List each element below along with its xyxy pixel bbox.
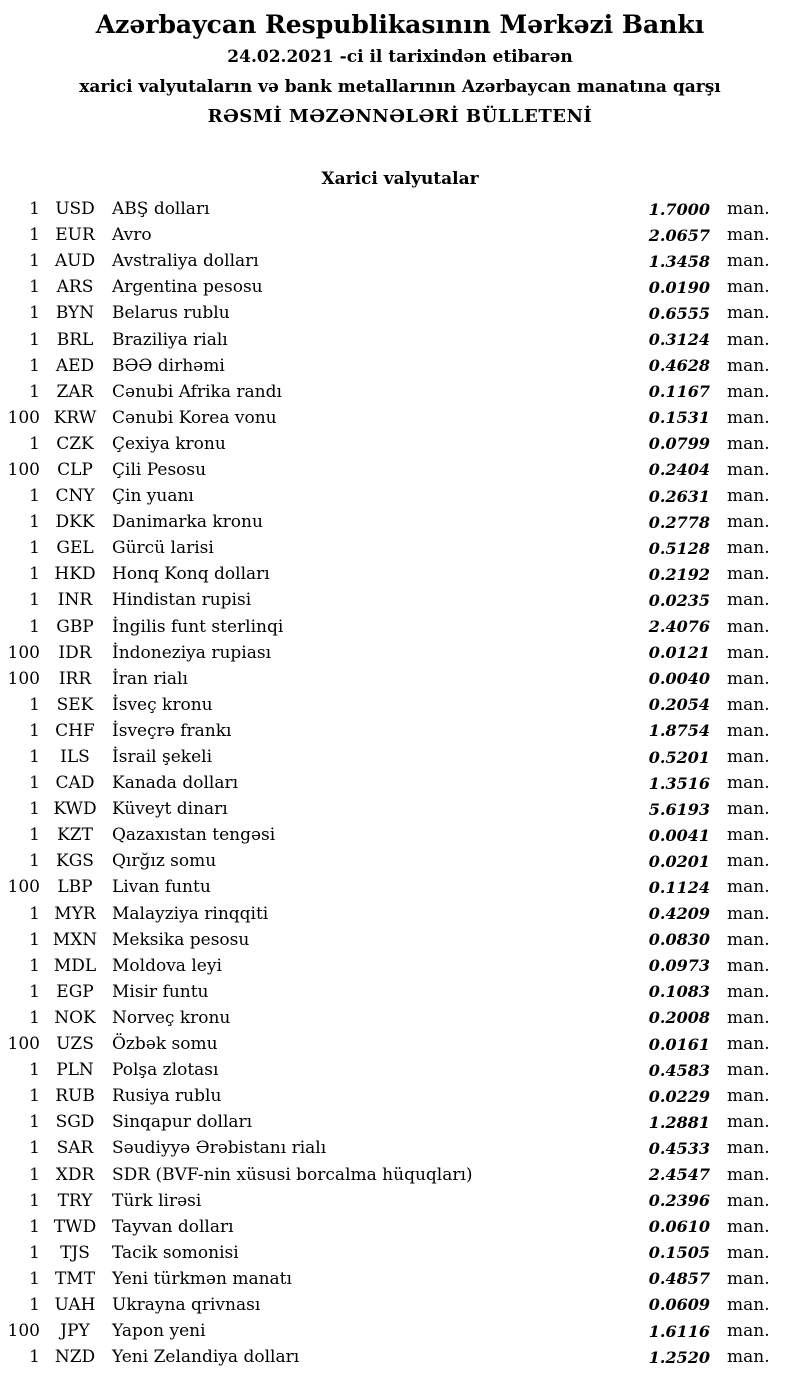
rate-row (0, 405, 775, 431)
currency-code-cell: KGS (56, 851, 94, 872)
rate-row (0, 927, 775, 953)
unit-cell: man. (727, 381, 770, 402)
currency-code-cell: GEL (56, 538, 94, 559)
rate-value-cell: 0.5201 (648, 747, 710, 767)
currency-name-cell: Kanada dolları (112, 773, 239, 794)
unit-cell: man. (727, 981, 770, 1002)
currency-code-cell: PLN (56, 1060, 94, 1081)
currency-code-cell: CHF (55, 720, 95, 741)
bulletin-title: RƏSMİ MƏZƏNNƏLƏRİ BÜLLETENİ (207, 106, 593, 127)
currency-code-cell: ARS (56, 277, 94, 298)
rate-value-cell: 1.2881 (648, 1112, 710, 1132)
currency-name-cell: Moldova leyi (112, 955, 222, 976)
rate-row (0, 1057, 775, 1083)
rate-value-cell: 2.4547 (648, 1165, 710, 1185)
rate-value-cell: 0.1083 (648, 982, 710, 1002)
unit-cell: man. (727, 590, 770, 611)
unit-cell: man. (727, 303, 770, 324)
rate-row (0, 692, 775, 718)
unit-cell: man. (727, 251, 770, 272)
currency-name-cell: Norveç kronu (112, 1007, 231, 1028)
unit-cell: man. (727, 1242, 770, 1263)
quantity-cell: 1 (29, 355, 40, 376)
unit-cell: man. (727, 1216, 770, 1237)
rate-value-cell: 0.0190 (648, 277, 710, 297)
rate-row (0, 379, 775, 405)
unit-cell: man. (727, 433, 770, 454)
currency-code-cell: USD (55, 199, 95, 220)
rate-row (0, 1292, 775, 1318)
rate-row (0, 848, 775, 874)
rate-value-cell: 0.2396 (648, 1191, 710, 1211)
currency-name-cell: Küveyt dinarı (112, 799, 228, 820)
rate-row (0, 1005, 775, 1031)
quantity-cell: 1 (29, 1294, 40, 1315)
quantity-cell: 1 (29, 590, 40, 611)
rate-value-cell: 0.2054 (648, 695, 710, 715)
currency-code-cell: SAR (56, 1138, 94, 1159)
bank-name-title: Azərbaycan Respublikasının Mərkəzi Bankı (95, 10, 705, 39)
currency-code-cell: DKK (55, 512, 95, 533)
rate-row (0, 614, 775, 640)
rate-value-cell: 0.0040 (648, 669, 710, 689)
currency-name-cell: Gürcü larisi (112, 538, 214, 559)
rate-row (0, 1161, 775, 1187)
rate-row (0, 744, 775, 770)
rate-value-cell: 1.6116 (648, 1321, 710, 1341)
unit-cell: man. (727, 277, 770, 298)
rate-value-cell: 0.0041 (648, 825, 710, 845)
rate-value-cell: 0.0121 (648, 643, 710, 663)
rate-value-cell: 0.0201 (648, 851, 710, 871)
rate-value-cell: 0.0830 (648, 930, 710, 950)
rate-row (0, 431, 775, 457)
rate-row (0, 248, 775, 274)
quantity-cell: 1 (29, 1216, 40, 1237)
rate-value-cell: 0.1531 (648, 408, 710, 428)
rate-row (0, 979, 775, 1005)
quantity-cell: 1 (29, 1138, 40, 1159)
quantity-cell: 1 (29, 851, 40, 872)
rate-row (0, 561, 775, 587)
unit-cell: man. (727, 929, 770, 950)
currency-code-cell: HKD (54, 564, 96, 585)
quantity-cell: 1 (29, 1190, 40, 1211)
rate-value-cell: 0.0973 (648, 956, 710, 976)
document-header (0, 0, 800, 132)
quantity-cell: 1 (29, 512, 40, 533)
unit-cell: man. (727, 1294, 770, 1315)
currency-code-cell: TRY (57, 1190, 93, 1211)
currency-name-cell: Polşa zlotası (112, 1060, 219, 1081)
quantity-cell: 1 (29, 277, 40, 298)
currency-name-cell: Livan funtu (112, 877, 211, 898)
currency-name-cell: İran rialı (112, 668, 188, 689)
rate-row (0, 953, 775, 979)
rate-row (0, 1318, 775, 1344)
rate-row (0, 587, 775, 613)
unit-cell: man. (727, 512, 770, 533)
currency-name-cell: İsrail şekeli (112, 747, 212, 768)
currency-name-cell: Özbək somu (112, 1034, 218, 1055)
rate-row (0, 796, 775, 822)
unit-cell: man. (727, 642, 770, 663)
currency-code-cell: CNY (55, 486, 95, 507)
rate-value-cell: 0.0229 (648, 1086, 710, 1106)
quantity-cell: 1 (29, 564, 40, 585)
rate-value-cell: 0.0161 (648, 1034, 710, 1054)
rate-row (0, 1266, 775, 1292)
quantity-cell: 1 (29, 825, 40, 846)
currency-name-cell: Avro (112, 225, 152, 246)
rate-row (0, 535, 775, 561)
unit-cell: man. (727, 747, 770, 768)
currency-code-cell: KZT (57, 825, 93, 846)
unit-cell: man. (727, 459, 770, 480)
currency-code-cell: MYR (54, 903, 96, 924)
currency-code-cell: TJS (60, 1242, 90, 1263)
currency-code-cell: TMT (54, 1268, 96, 1289)
rate-row (0, 718, 775, 744)
unit-cell: man. (727, 1268, 770, 1289)
currency-name-cell: Cənubi Korea vonu (112, 407, 277, 428)
rate-row (0, 1109, 775, 1135)
rate-row (0, 509, 775, 535)
rate-row (0, 822, 775, 848)
unit-cell: man. (727, 1138, 770, 1159)
unit-cell: man. (727, 877, 770, 898)
currency-code-cell: NZD (54, 1347, 96, 1368)
rate-value-cell: 0.2631 (648, 486, 710, 506)
rate-value-cell: 0.0609 (648, 1295, 710, 1315)
rate-value-cell: 0.4628 (648, 356, 710, 376)
unit-cell: man. (727, 1321, 770, 1342)
unit-cell: man. (727, 1086, 770, 1107)
currency-name-cell: Qazaxıstan tengəsi (112, 825, 276, 846)
rate-row (0, 457, 775, 483)
rate-value-cell: 0.2192 (648, 564, 710, 584)
currency-code-cell: ZAR (56, 381, 94, 402)
currency-name-cell: Çexiya kronu (112, 433, 226, 454)
quantity-cell: 1 (29, 903, 40, 924)
currency-name-cell: Honq Konq dolları (112, 564, 270, 585)
currency-code-cell: ILS (60, 747, 90, 768)
subtitle-line: xarici valyutaların və bank metallarının Azərbaycan manatına qarşı (79, 77, 721, 97)
currency-name-cell: Türk lirəsi (112, 1190, 202, 1211)
unit-cell: man. (727, 407, 770, 428)
rate-value-cell: 1.3516 (648, 773, 710, 793)
quantity-cell: 1 (29, 381, 40, 402)
currency-code-cell: EUR (55, 225, 95, 246)
rate-row (0, 1135, 775, 1161)
rate-value-cell: 2.0657 (648, 225, 710, 245)
currency-code-cell: AUD (54, 251, 96, 272)
rate-row (0, 196, 775, 222)
quantity-cell: 1 (29, 1086, 40, 1107)
unit-cell: man. (727, 694, 770, 715)
unit-cell: man. (727, 199, 770, 220)
unit-cell: man. (727, 668, 770, 689)
quantity-cell: 1 (29, 1007, 40, 1028)
currency-code-cell: UAH (54, 1294, 96, 1315)
rate-row (0, 1083, 775, 1109)
currency-name-cell: Yeni Zelandiya dolları (112, 1347, 300, 1368)
currency-code-cell: CAD (55, 773, 95, 794)
unit-cell: man. (727, 225, 770, 246)
currency-code-cell: LBP (57, 877, 93, 898)
currency-name-cell: Hindistan rupisi (112, 590, 252, 611)
unit-cell: man. (727, 903, 770, 924)
quantity-cell: 100 (7, 642, 40, 663)
rate-value-cell: 0.1505 (648, 1243, 710, 1263)
unit-cell: man. (727, 538, 770, 559)
rate-value-cell: 0.4583 (648, 1060, 710, 1080)
unit-cell: man. (727, 720, 770, 741)
quantity-cell: 1 (29, 799, 40, 820)
rate-row (0, 222, 775, 248)
rate-value-cell: 1.7000 (648, 199, 710, 219)
currency-code-cell: KRW (53, 407, 97, 428)
currency-code-cell: RUB (55, 1086, 95, 1107)
currency-name-cell: Argentina pesosu (112, 277, 263, 298)
currency-name-cell: SDR (BVF-nin xüsusi borcalma hüquqları) (112, 1164, 473, 1185)
rate-value-cell: 0.2404 (648, 460, 710, 480)
unit-cell: man. (727, 1060, 770, 1081)
currency-name-cell: Rusiya rublu (112, 1086, 222, 1107)
currency-name-cell: Belarus rublu (112, 303, 230, 324)
unit-cell: man. (727, 1034, 770, 1055)
currency-code-cell: XDR (55, 1164, 95, 1185)
rate-row (0, 1344, 775, 1370)
currency-code-cell: IDR (58, 642, 92, 663)
quantity-cell: 1 (29, 538, 40, 559)
unit-cell: man. (727, 329, 770, 350)
rate-value-cell: 0.2008 (648, 1008, 710, 1028)
quantity-cell: 1 (29, 694, 40, 715)
rate-value-cell: 0.1167 (648, 382, 710, 402)
currency-name-cell: Tayvan dolları (112, 1216, 234, 1237)
currency-name-cell: Tacik somonisi (112, 1242, 239, 1263)
rate-value-cell: 0.3124 (648, 330, 710, 350)
currency-name-cell: Çili Pesosu (112, 459, 207, 480)
rate-value-cell: 0.2778 (648, 512, 710, 532)
currency-code-cell: SGD (55, 1112, 95, 1133)
currency-code-cell: EGP (56, 981, 94, 1002)
currency-code-cell: SEK (56, 694, 94, 715)
rate-value-cell: 0.0235 (648, 590, 710, 610)
unit-cell: man. (727, 955, 770, 976)
currency-name-cell: Qırğız somu (112, 851, 217, 872)
unit-cell: man. (727, 825, 770, 846)
unit-cell: man. (727, 1347, 770, 1368)
effective-date-line: 24.02.2021 -ci il tarixindən etibarən (227, 47, 573, 67)
unit-cell: man. (727, 1164, 770, 1185)
currency-name-cell: Ukrayna qrivnası (112, 1294, 261, 1315)
currency-code-cell: UZS (56, 1034, 94, 1055)
currency-name-cell: Avstraliya dolları (112, 251, 259, 272)
rate-row (0, 640, 775, 666)
currency-name-cell: Meksika pesosu (112, 929, 250, 950)
quantity-cell: 1 (29, 303, 40, 324)
quantity-cell: 1 (29, 1164, 40, 1185)
currency-code-cell: MDL (53, 955, 97, 976)
currency-name-cell: İsveçrə frankı (112, 720, 232, 741)
quantity-cell: 1 (29, 981, 40, 1002)
rates-table (0, 196, 775, 1370)
currency-code-cell: IRR (58, 668, 92, 689)
rate-row (0, 1031, 775, 1057)
unit-cell: man. (727, 799, 770, 820)
currency-code-cell: BRL (56, 329, 94, 350)
quantity-cell: 1 (29, 1347, 40, 1368)
currency-name-cell: BƏƏ dirhəmi (112, 355, 225, 376)
quantity-cell: 100 (7, 459, 40, 480)
quantity-cell: 1 (29, 1112, 40, 1133)
rate-row (0, 483, 775, 509)
rate-value-cell: 1.8754 (648, 721, 710, 741)
currency-name-cell: ABŞ dolları (112, 199, 210, 220)
unit-cell: man. (727, 1112, 770, 1133)
unit-cell: man. (727, 616, 770, 637)
rate-row (0, 666, 775, 692)
currency-code-cell: TWD (53, 1216, 97, 1237)
rate-row (0, 874, 775, 900)
currency-code-cell: MXN (52, 929, 98, 950)
currency-code-cell: CLP (57, 459, 93, 480)
rate-value-cell: 5.6193 (648, 799, 710, 819)
quantity-cell: 100 (7, 1034, 40, 1055)
currency-name-cell: Səudiyyə Ərəbistanı rialı (112, 1138, 327, 1159)
unit-cell: man. (727, 1007, 770, 1028)
rate-value-cell: 2.4076 (648, 617, 710, 637)
currency-code-cell: BYN (55, 303, 95, 324)
quantity-cell: 1 (29, 433, 40, 454)
currency-name-cell: Danimarka kronu (112, 512, 263, 533)
rate-value-cell: 1.3458 (648, 251, 710, 271)
currency-code-cell: KWD (53, 799, 97, 820)
quantity-cell: 1 (29, 773, 40, 794)
rate-row (0, 300, 775, 326)
unit-cell: man. (727, 486, 770, 507)
section-title-foreign-currencies: Xarici valyutalar (321, 169, 479, 189)
currency-name-cell: Sinqapur dolları (112, 1112, 253, 1133)
currency-name-cell: Yeni türkmən manatı (112, 1268, 292, 1289)
currency-code-cell: NOK (54, 1007, 96, 1028)
currency-code-cell: JPY (60, 1321, 90, 1342)
currency-code-cell: AED (55, 355, 95, 376)
rate-row (0, 274, 775, 300)
currency-code-cell: CZK (56, 433, 94, 454)
quantity-cell: 1 (29, 251, 40, 272)
rate-value-cell: 0.6555 (648, 303, 710, 323)
rate-value-cell: 0.4857 (648, 1269, 710, 1289)
rate-row (0, 1240, 775, 1266)
rate-row (0, 1214, 775, 1240)
rate-value-cell: 0.5128 (648, 538, 710, 558)
currency-name-cell: İngilis funt sterlinqi (112, 616, 284, 637)
unit-cell: man. (727, 851, 770, 872)
unit-cell: man. (727, 773, 770, 794)
rate-row (0, 1188, 775, 1214)
quantity-cell: 1 (29, 329, 40, 350)
rate-value-cell: 0.0610 (648, 1217, 710, 1237)
currency-name-cell: Misir funtu (112, 981, 209, 1002)
currency-name-cell: Yapon yeni (112, 1321, 206, 1342)
quantity-cell: 100 (7, 407, 40, 428)
quantity-cell: 100 (7, 877, 40, 898)
currency-name-cell: İsveç kronu (112, 694, 213, 715)
quantity-cell: 1 (29, 720, 40, 741)
quantity-cell: 1 (29, 955, 40, 976)
quantity-cell: 100 (7, 1321, 40, 1342)
rate-value-cell: 0.4533 (648, 1138, 710, 1158)
rate-row (0, 901, 775, 927)
rate-row (0, 353, 775, 379)
quantity-cell: 1 (29, 225, 40, 246)
unit-cell: man. (727, 564, 770, 585)
currency-name-cell: Cənubi Afrika randı (112, 381, 282, 402)
rate-row (0, 326, 775, 352)
quantity-cell: 1 (29, 1060, 40, 1081)
quantity-cell: 1 (29, 616, 40, 637)
rate-value-cell: 0.0799 (648, 434, 710, 454)
quantity-cell: 1 (29, 929, 40, 950)
quantity-cell: 1 (29, 199, 40, 220)
currency-code-cell: GBP (56, 616, 94, 637)
rate-value-cell: 1.2520 (648, 1347, 710, 1367)
currency-name-cell: Malayziya rinqqiti (112, 903, 269, 924)
rate-value-cell: 0.4209 (648, 904, 710, 924)
currency-name-cell: İndoneziya rupiası (112, 642, 272, 663)
quantity-cell: 1 (29, 1242, 40, 1263)
unit-cell: man. (727, 1190, 770, 1211)
rate-value-cell: 0.1124 (648, 877, 710, 897)
rate-row (0, 770, 775, 796)
unit-cell: man. (727, 355, 770, 376)
currency-name-cell: Braziliya rialı (112, 329, 228, 350)
currency-code-cell: INR (57, 590, 93, 611)
quantity-cell: 1 (29, 747, 40, 768)
currency-name-cell: Çin yuanı (112, 486, 194, 507)
quantity-cell: 1 (29, 1268, 40, 1289)
quantity-cell: 1 (29, 486, 40, 507)
quantity-cell: 100 (7, 668, 40, 689)
